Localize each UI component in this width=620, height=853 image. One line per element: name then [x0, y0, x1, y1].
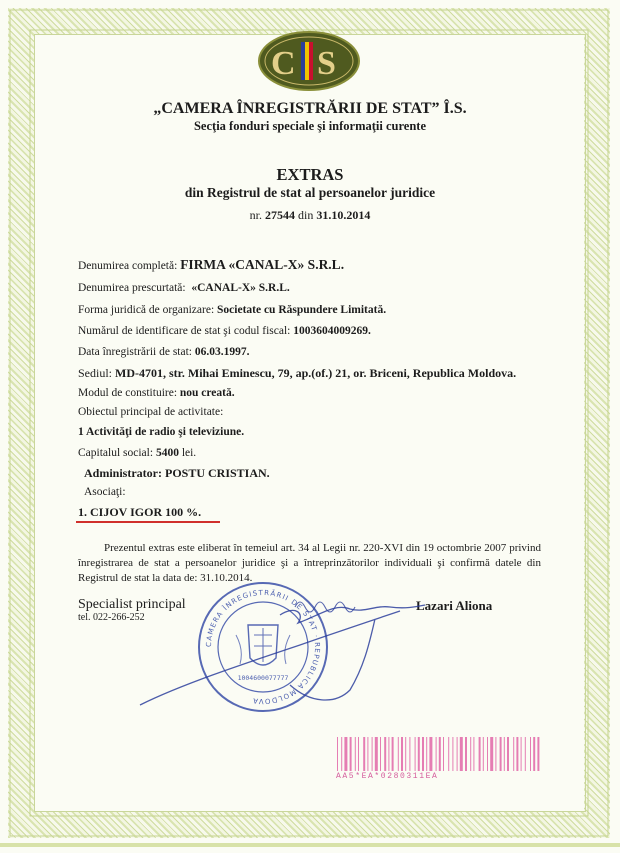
- signer-phone: tel. 022-266-252: [78, 612, 145, 623]
- idno-row: [78, 325, 371, 337]
- document-number: [0, 208, 620, 223]
- signer-name: Lazari Aliona: [416, 598, 493, 613]
- cis-logo: [257, 30, 361, 92]
- reg-date-row: [78, 346, 250, 358]
- full-name-value: FIRMA «CANAL-X» S.R.L.: [180, 257, 345, 272]
- serial-number: AA5*EA*0280311EA: [336, 772, 439, 781]
- reg-date-value: 06.03.1997.: [194, 346, 250, 358]
- nr-label: nr.: [249, 208, 262, 222]
- nr-value: 27544: [265, 208, 295, 222]
- associates-label: Asociaţi:: [84, 486, 126, 498]
- department-subtitle: Secţia fonduri speciale şi informaţii curente: [193, 119, 427, 133]
- document-title: EXTRAS: [276, 165, 344, 184]
- date-value: 31.10.2014: [316, 208, 371, 222]
- full-name-row: [78, 257, 344, 273]
- activity-label: Obiectul principal de activitate:: [78, 406, 224, 418]
- capital-value: 5400: [155, 447, 179, 459]
- reg-date-label: Data înregistrării de stat:: [78, 346, 193, 358]
- activity-row: [78, 426, 244, 438]
- red-underline: [76, 521, 220, 523]
- capital-label: Capitalul social:: [78, 447, 154, 459]
- legal-form-row: [78, 304, 386, 316]
- svg-text:S: S: [317, 45, 336, 82]
- barcode: [335, 737, 543, 771]
- administrator-row: [84, 466, 270, 481]
- activity-value: 1 Activităţi de radio şi televiziune.: [78, 426, 245, 438]
- organization-title: „CAMERA ÎNREGISTRĂRII DE STAT” Î.S.: [153, 100, 467, 117]
- short-name-row: [78, 282, 290, 294]
- signer-position: Specialist principal: [78, 597, 186, 612]
- legal-form-label: Forma juridică de organizare:: [78, 304, 215, 316]
- handwritten-signature: [120, 585, 440, 715]
- constitution-row: [78, 387, 235, 399]
- legal-form-value: Societate cu Răspundere Limitată.: [217, 304, 387, 316]
- associate-row: [78, 505, 201, 520]
- idno-value: 1003604009269.: [293, 325, 371, 337]
- administrator-value: Administrator: POSTU CRISTIAN.: [84, 466, 270, 480]
- address-row: [78, 366, 516, 381]
- document-subtitle: din Registrul de stat al persoanelor juridice: [184, 185, 436, 200]
- svg-text:C: C: [271, 45, 296, 82]
- constitution-value: nou creată.: [179, 387, 235, 399]
- short-name-label: Denumirea prescurtată:: [78, 282, 186, 294]
- legal-statement: Prezentul extras este eliberat în temeiul art. 34 al Legii nr. 220-XVI din 19 octombrie 2007 privind înregistrarea de stat a persoanelor juridice şi a întreprinzătorilor individuali şi confirmă datele din Registrul de stat la data de: 31.10.2014.: [78, 542, 541, 584]
- stamp-ring-text: CAMERA ÎNREGISTRĂRII DE STAT · REPUBLICA MOLDOVA: [204, 588, 322, 706]
- bottom-strip: [0, 843, 620, 847]
- address-label: Sediul:: [78, 366, 113, 380]
- date-label: din: [298, 208, 314, 222]
- constitution-label: Modul de constituire:: [78, 387, 178, 399]
- idno-label: Numărul de identificare de stat şi codul fiscal:: [78, 325, 291, 337]
- address-value: MD-4701, str. Mihai Eminescu, 79, ap.(of.) 21, or. Briceni, Republica Moldova.: [115, 366, 517, 380]
- capital-unit: lei.: [181, 447, 197, 459]
- full-name-label: Denumirea completă:: [78, 260, 178, 272]
- associate-1: 1. CIJOV IGOR 100 %.: [78, 505, 202, 519]
- short-name-value: «CANAL-X» S.R.L.: [191, 282, 290, 294]
- capital-row: [78, 447, 196, 459]
- stamp-code: 1004600077777: [237, 674, 289, 682]
